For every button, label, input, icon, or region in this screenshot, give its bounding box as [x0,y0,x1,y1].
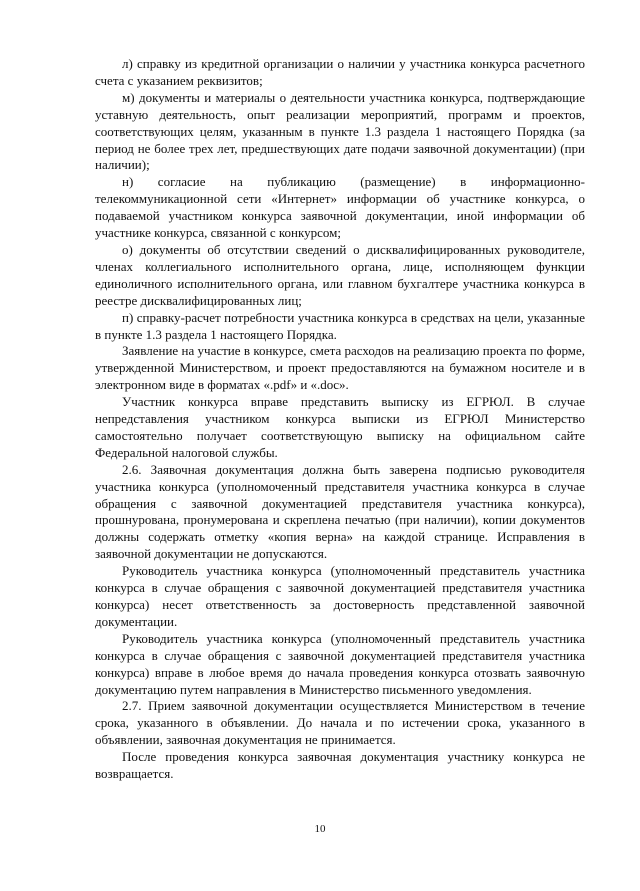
paragraph-responsibility: Руководитель участника конкурса (уполномоченный представитель участника конкурса в случае обращения с заявочной документацией представителя участника конкурса) несет ответственность за достоверность представленной заявочной документации. [95,563,585,629]
paragraph-2-6-certification: 2.6. Заявочная документация должна быть заверена подписью руководителя участника конкурса (уполномоченный представителя участника конкурса в случае обращения с заявочной документацией представителя участника конкурса), прошнурована, пронумерована и скреплена печатью (при наличии), копии документов должны содержать отметку «копия верна» на каждой странице. Исправления в заявочной документации не допускаются. [95,461,585,562]
paragraph-p-calculation: п) справку-расчет потребности участника конкурса в средствах на цели, указанные в пункте 1.3 раздела 1 настоящего Порядка. [95,309,585,342]
paragraph-no-return: После проведения конкурса заявочная документация участнику конкурса не возвращается. [95,749,585,782]
paragraph-application-formats: Заявление на участие в конкурсе, смета расходов на реализацию проекта по форме, утвержденной Министерством, и проект предоставляются на бумажном носителе и в электронном виде в форматах «.pdf» и «.doc». [95,343,585,393]
paragraph-2-7-acceptance: 2.7. Прием заявочной документации осуществляется Министерством в течение срока, указанного в объявлении. До начала и по истечении срока, указанного в объявлении, заявочная документация не принимается. [95,698,585,748]
paragraph-withdrawal: Руководитель участника конкурса (уполномоченный представитель участника конкурса в случае обращения с заявочной документацией представителя участника конкурса) вправе в любое время до начала проведения конкурса отозвать заявочную документацию путем направления в Министерство письменного уведомления. [95,630,585,697]
body-text [95,56,585,783]
paragraph-l-bank-statement: л) справку из кредитной организации о наличии у участника конкурса расчетного счета с указанием реквизитов; [95,56,585,88]
paragraph-egrul-extract: Участник конкурса вправе представить выписку из ЕГРЮЛ. В случае непредставления участником конкурса выписки из ЕГРЮЛ Министерство самостоятельно получает соответствующую выписку на официальном сайте Федеральной налоговой службы. [95,394,585,460]
paragraph-n-internet-consent: н) согласие на публикацию (размещение) в информационно-телекоммуникационной сети «Интернет» информации об участнике конкурса, о подаваемой участником конкурса заявочной документации, иной информации об участнике конкурса, связанной с конкурсом; [95,174,585,241]
page-number: 10 [314,823,326,835]
paragraph-o-disqualification: о) документы об отсутствии сведений о дисквалифицированных руководителе, членах коллегиального исполнительного органа, лице, исполняющем функции единоличного исполнительного органа, или главном бухгалтере участника конкурса в реестре дисквалифицированных лиц; [95,241,585,308]
paragraph-m-activity-documents: м) документы и материалы о деятельности участника конкурса, подтверждающие уставную деятельность, опыт реализации мероприятий, программ и проектов, соответствующих целям, указанным в пункте 1.3 раздела 1 настоящего Порядка (за период не более трех лет, предшествующих дате подачи заявочной документации) (при наличии); [95,89,585,173]
